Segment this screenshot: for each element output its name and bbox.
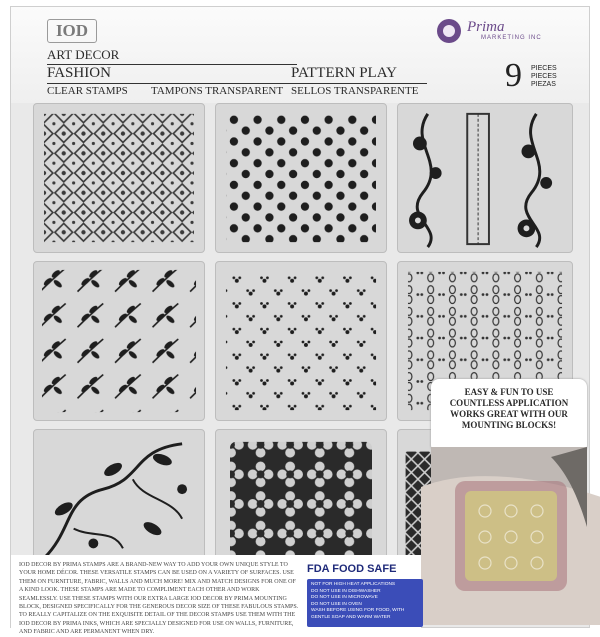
fda-warning-box [307, 579, 423, 627]
divider [47, 83, 427, 84]
promo-line-1: EASY & FUN TO USE [464, 387, 554, 397]
quatrefoil-tile-stamp [215, 429, 387, 573]
diamond-lattice-stamp [33, 103, 205, 253]
piece-count: 9 [505, 57, 522, 94]
fda-item: WASH BEFORE USING FOR FOOD, WITH [311, 608, 405, 614]
fda-item: NOT FOR HIGH HEAT APPLICATIONS [311, 582, 396, 587]
scroll-vine-stamp [33, 429, 205, 573]
stamp-package [10, 6, 590, 636]
package-header [11, 7, 589, 103]
leaf-sprig-stamp [33, 261, 205, 421]
fda-item: GENTLE SOAP AND WARM WATER [311, 614, 391, 620]
fda-item: DO NOT USE IN OVEN [311, 601, 362, 607]
pieces-label-en: PIECES [531, 65, 557, 72]
promo-line-3: WORKS GREAT WITH OUR [450, 409, 568, 419]
polka-dot-stamp [215, 103, 387, 253]
product-photo [431, 447, 587, 625]
fda-item: DO NOT USE IN MICROWAVE [311, 595, 378, 601]
promo-badge [431, 379, 587, 453]
spanish-label: SELLOS TRANSPARENTE [291, 85, 419, 97]
fda-item: DO NOT USE IN DISHWASHER [311, 588, 381, 594]
promo-line-2: COUNTLESS APPLICATION [449, 398, 569, 408]
prima-logo-sub: MARKETING INC [481, 35, 542, 41]
clear-stamps-label: CLEAR STAMPS [47, 85, 128, 97]
line-art-decor: ART DECOR [47, 47, 120, 62]
iod-logo: IOD [47, 19, 97, 43]
pieces-label [531, 65, 557, 89]
floral-vine-stamp [397, 103, 573, 253]
pieces-label-fr: PIECES [531, 73, 557, 80]
promo-line-4: MOUNTING BLOCKS! [461, 420, 557, 430]
fda-title: FDA FOOD SAFE [307, 563, 397, 575]
fleur-dot-stamp [215, 261, 387, 421]
pattern-title: PATTERN PLAY [291, 65, 398, 81]
prima-flower-icon [437, 19, 461, 43]
french-label: TAMPONS TRANSPARENT [151, 85, 284, 97]
pieces-label-es: PIEZAS [531, 81, 556, 88]
line-fashion: FASHION [47, 65, 111, 81]
description-text: IOD DECOR BY PRIMA STAMPS ARE A BRAND-NEW WAY TO ADD YOUR OWN UNIQUE STYLE TO YOUR HOME DÉCOR. THESE VERSATILE STAMPS CAN BE USED ON A VARIETY OF SURFACES. USE THEM ON FURNITURE, FABRIC, WALLS AND MUCH MORE! MIX AND MATCH DESIGNS FOR ONE OF A KIND LOOK. THESE STAMPS ARE MADE TO COMPLIMENT EACH OTHER AND WORK SEAMLESSLY. USE THESE STAMPS WITH OUR EXTRA LARGE IOD DECOR BY PRIMA MOUNTING BLOCK, DESIGNED SPECIFICALLY FOR THE GENEROUS DECOR SIZE OF THESE FABULOUS STAMPS. TO REALLY CAPITALIZE ON THE EXQUISITE DETAIL OF THE DECOR STAMPS USE THEM WITH THE IOD DECOR BY PRIMA INKS, WHICH ARE SPECIALLY DESIGNED FOR USE ON WALLS, FURNITURE, AND FABRIC AND ARE PERMANENT WHEN DRY. [19, 562, 299, 636]
prima-logo-name: Prima [467, 19, 505, 35]
